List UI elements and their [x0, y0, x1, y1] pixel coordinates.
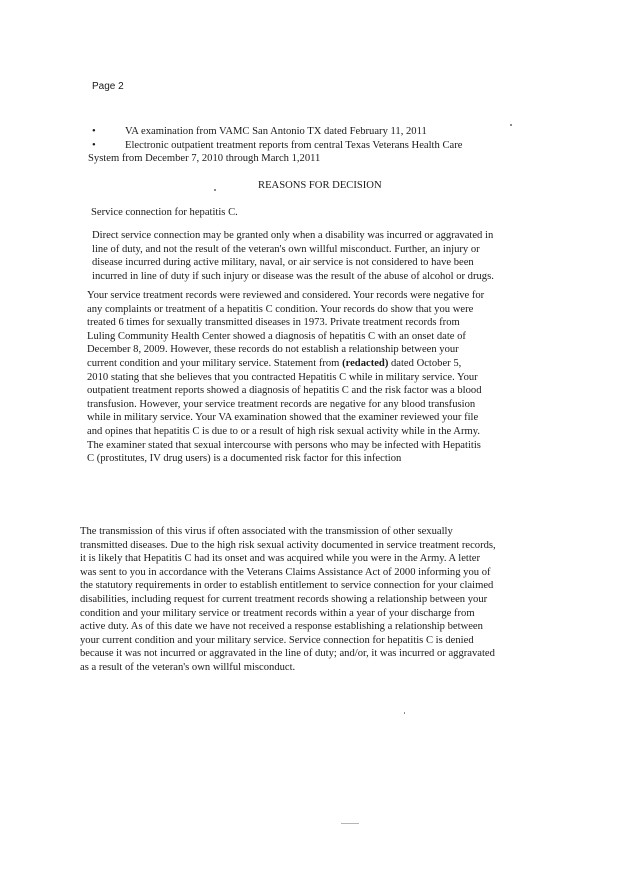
text-line: disease incurred during active military, naval, or air service is not considered to have been	[92, 257, 474, 269]
text-line: outpatient treatment reports showed a diagnosis of hepatitis C and the risk factor was a blood	[87, 385, 482, 397]
scan-speck	[510, 124, 512, 126]
evidence-paragraph	[87, 289, 484, 466]
text-line: as a result of the veteran's own willful misconduct.	[80, 661, 296, 673]
text-line: because it was not incurred or aggravated in the line of duty; and/or, it was incurred or aggravated	[80, 648, 495, 660]
text-line: while in military service. Your VA examination showed that the examiner reviewed your file	[87, 412, 479, 424]
text-line: transmitted diseases. Due to the high risk sexual activity documented in service treatment records,	[80, 539, 496, 551]
text-line: transfusion. However, your service treatment records are negative for any blood transfusion	[87, 398, 476, 410]
text-line: line of duty, and not the result of the veteran's own willful misconduct. Further, an injury or	[92, 243, 480, 255]
text-line: The transmission of this virus if often associated with the transmission of other sexually	[80, 526, 453, 537]
text-line: it is likely that Hepatitis C had its onset and was acquired while you were in the Army. A letter	[80, 553, 481, 565]
text-line: treated 6 times for sexually transmitted diseases in 1973. Private treatment records from	[87, 317, 460, 329]
text-line: incurred in line of duty if such injury or disease was the result of the abuse of alcohol or drugs.	[92, 270, 494, 282]
evidence-item	[92, 125, 532, 139]
evidence-item-continuation: System from December 7, 2010 through March 1,2011	[88, 153, 321, 165]
text-line: condition and your military service or treatment records within a year of your discharge from	[80, 607, 475, 619]
evidence-list	[88, 125, 532, 166]
text-line: C (prostitutes, IV drug users) is a documented risk factor for this infection	[87, 453, 402, 465]
text-line: The examiner stated that sexual intercourse with persons who may be infected with Hepatitis	[87, 439, 481, 451]
text-line: your current condition and your military service. Service connection for hepatitis C is denied	[80, 634, 474, 646]
text-line: December 8, 2009. However, these records do not establish a relationship between your	[87, 344, 459, 356]
bullet-glyph: •	[92, 139, 96, 151]
text-line: 2010 stating that she believes that you contracted Hepatitis C while in military service. Your	[87, 371, 478, 383]
text-line: any complaints or treatment of a hepatitis C condition. Your records do show that you were	[87, 303, 474, 315]
evidence-item	[92, 139, 532, 153]
page-number-label: Page 2	[92, 81, 124, 92]
text-line: Your service treatment records were reviewed and considered. Your records were negative for	[87, 290, 485, 301]
text-line	[87, 357, 484, 371]
text-line: disabilities, including request for current treatment records showing a relationship between your	[80, 593, 488, 605]
legal-paragraph	[92, 229, 494, 283]
scan-speck	[341, 823, 359, 824]
statement-suffix: dated October 5,	[388, 357, 462, 369]
text-line: and opines that hepatitis C is due to or a result of high risk sexual activity while in the Army.	[87, 425, 480, 437]
text-line: Direct service connection may be granted only when a disability was incurred or aggravated in	[92, 230, 494, 241]
scan-speck	[214, 189, 216, 191]
scan-speck	[404, 712, 405, 714]
bullet-glyph: •	[92, 126, 96, 137]
issue-title: Service connection for hepatitis C.	[91, 207, 238, 218]
conclusion-paragraph	[80, 525, 496, 675]
statement-prefix: current condition and your military service. Statement from	[87, 357, 343, 369]
text-line: was sent to you in accordance with the Veterans Claims Assistance Act of 2000 informing you of	[80, 566, 491, 578]
redacted-marker: (redacted)	[342, 357, 389, 369]
evidence-item-text: Electronic outpatient treatment reports from central Texas Veterans Health Care	[125, 139, 463, 151]
evidence-item-text: VA examination from VAMC San Antonio TX dated February 11, 2011	[125, 126, 427, 137]
text-line: Luling Community Health Center showed a diagnosis of hepatitis C with an onset date of	[87, 330, 466, 342]
text-line: active duty. As of this date we have not received a response establishing a relationship between	[80, 621, 483, 633]
text-line: the statutory requirements in order to establish entitlement to service connection for your claimed	[80, 580, 494, 592]
section-heading: REASONS FOR DECISION	[258, 180, 382, 191]
